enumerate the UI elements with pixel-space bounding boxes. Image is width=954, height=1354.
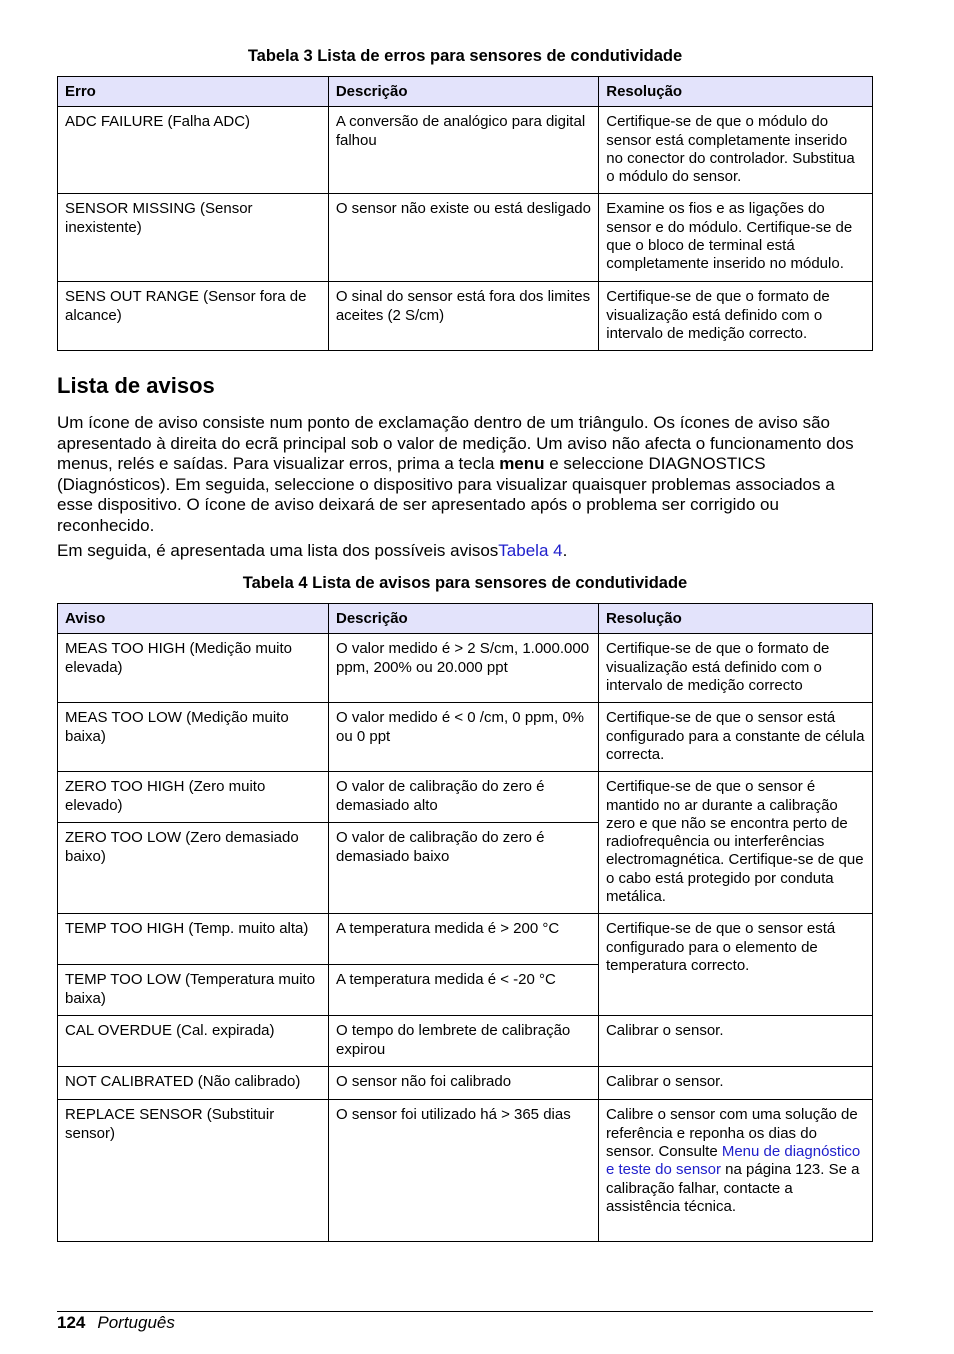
cell-descricao: O valor medido é > 2 S/cm, 1.000.000 ppm, 200% ou 20.000 ppt	[328, 634, 598, 703]
cell-aviso: MEAS TOO LOW (Medição muito baixa)	[58, 703, 329, 772]
table-row	[58, 1067, 873, 1100]
header-resolucao: Resolução	[599, 77, 873, 107]
intro-text-a: Um ícone de aviso consiste num ponto de exclamação dentro de um triângulo. Os ícones de aviso são apresentado à direita do ecrã principal sob o valor de medição. Um aviso não afecta o funcionamento dos menus, relés e saídas. Para visualizar erros, prima a tecla	[57, 413, 854, 474]
cell-resolucao: Certifique-se de que o sensor está configurado para o elemento de temperatura correcto.	[598, 914, 872, 1016]
cell-erro: SENS OUT RANGE (Sensor fora de alcance)	[58, 282, 329, 351]
cell-descricao: A temperatura medida é < -20 °C	[328, 965, 598, 1016]
header-resolucao: Resolução	[598, 604, 872, 634]
cell-resolucao: Certifique-se de que o formato de visualização está definido com o intervalo de medição correcto.	[599, 282, 873, 351]
cell-descricao: O tempo do lembrete de calibração expirou	[328, 1016, 598, 1067]
table-row	[58, 1100, 873, 1242]
table-row	[58, 914, 873, 965]
table-row	[58, 282, 873, 351]
table3-caption: Tabela 3 Lista de erros para sensores de condutividade	[247, 47, 683, 65]
cell-aviso: REPLACE SENSOR (Substituir sensor)	[58, 1100, 329, 1242]
cell-descricao: O sensor não existe ou está desligado	[328, 194, 598, 282]
cell-resolucao: Examine os fios e as ligações do sensor e do módulo. Certifique-se de que o bloco de terminal está completamente inserido no módulo.	[599, 194, 873, 282]
list-intro-end: .	[562, 541, 568, 560]
cell-aviso: MEAS TOO HIGH (Medição muito elevada)	[58, 634, 329, 703]
cell-descricao: O valor medido é < 0 /cm, 0 ppm, 0% ou 0 ppt	[328, 703, 598, 772]
page-footer	[57, 1313, 175, 1333]
cell-aviso: NOT CALIBRATED (Não calibrado)	[58, 1067, 329, 1100]
diagnostics-menu-link[interactable]: Menu de diagnóstico e teste do sensor	[605, 1142, 861, 1179]
table-header-row	[58, 77, 873, 107]
cell-resolucao	[598, 1100, 872, 1242]
table-header-row	[58, 604, 873, 634]
table-row	[58, 107, 873, 194]
section-title: Lista de avisos	[57, 373, 215, 398]
table4-link[interactable]: Tabela 4	[498, 541, 563, 560]
cell-resolucao: Certifique-se de que o módulo do sensor está completamente inserido no conector do controlador. Substitua o módulo do sensor.	[599, 107, 873, 194]
cell-erro: SENSOR MISSING (Sensor inexistente)	[58, 194, 329, 282]
cell-descricao: O sensor foi utilizado há > 365 dias	[328, 1100, 598, 1242]
cell-aviso: TEMP TOO HIGH (Temp. muito alta)	[58, 914, 329, 965]
footer-divider	[57, 1311, 873, 1312]
table4-caption: Tabela 4 Lista de avisos para sensores de condutividade	[242, 574, 688, 592]
header-erro: Erro	[58, 77, 329, 107]
table3-errors	[57, 76, 873, 351]
table-row	[58, 772, 873, 823]
header-descricao: Descrição	[328, 604, 598, 634]
header-aviso: Aviso	[58, 604, 329, 634]
cell-resolucao: Certifique-se de que o formato de visualização está definido com o intervalo de medição correcto	[598, 634, 872, 703]
cell-erro: ADC FAILURE (Falha ADC)	[58, 107, 329, 194]
cell-aviso: ZERO TOO LOW (Zero demasiado baixo)	[58, 823, 329, 914]
cell-resolucao: Calibrar o sensor.	[598, 1016, 872, 1067]
cell-descricao: O sensor não foi calibrado	[328, 1067, 598, 1100]
intro-text-b: e seleccione DIAGNOSTICS (Diagnósticos). Em seguida, seleccione o dispositivo para visualizar quaisquer problemas associados a esse dispositivo. O ícone de aviso deixará de ser apresentado após o problema ser corrigido ou reconhecido.	[57, 454, 835, 535]
cell-descricao: O valor de calibração do zero é demasiado alto	[328, 772, 598, 823]
header-descricao: Descrição	[328, 77, 598, 107]
cell-descricao: A temperatura medida é > 200 °C	[328, 914, 598, 965]
cell-aviso: CAL OVERDUE (Cal. expirada)	[58, 1016, 329, 1067]
cell-aviso: TEMP TOO LOW (Temperatura muito baixa)	[58, 965, 329, 1016]
resolucao-text-b: na página 123. Se a calibração falhar, contacte a assistência técnica.	[605, 1161, 860, 1215]
menu-key-label: menu	[499, 454, 545, 474]
cell-descricao: A conversão de analógico para digital falhou	[328, 107, 598, 194]
list-intro-text: Em seguida, é apresentada uma lista dos possíveis avisos	[57, 541, 499, 560]
cell-resolucao: Certifique-se de que o sensor é mantido no ar durante a calibração zero e que não se encontra perto de radiofrequência ou interferências electromagnética. Certifique-se de que o cabo está protegido por conduta metálica.	[598, 772, 872, 914]
cell-descricao: O valor de calibração do zero é demasiado baixo	[328, 823, 598, 914]
table-row	[58, 1016, 873, 1067]
table4-warnings	[57, 603, 873, 1242]
cell-aviso: ZERO TOO HIGH (Zero muito elevado)	[58, 772, 329, 823]
page-number: 124	[57, 1313, 86, 1332]
list-intro-paragraph	[57, 541, 873, 562]
table-row	[58, 634, 873, 703]
table-row	[58, 703, 873, 772]
cell-resolucao: Calibrar o sensor.	[598, 1067, 872, 1100]
table-row	[58, 194, 873, 282]
intro-paragraph	[57, 413, 873, 537]
resolucao-text-a: Calibre o sensor com uma solução de referência e reponha os dias do sensor. Consulte	[605, 1106, 858, 1160]
cell-descricao: O sinal do sensor está fora dos limites aceites (2 S/cm)	[328, 282, 598, 351]
footer-language: Português	[97, 1313, 175, 1332]
cell-resolucao: Certifique-se de que o sensor está configurado para a constante de célula correcta.	[598, 703, 872, 772]
